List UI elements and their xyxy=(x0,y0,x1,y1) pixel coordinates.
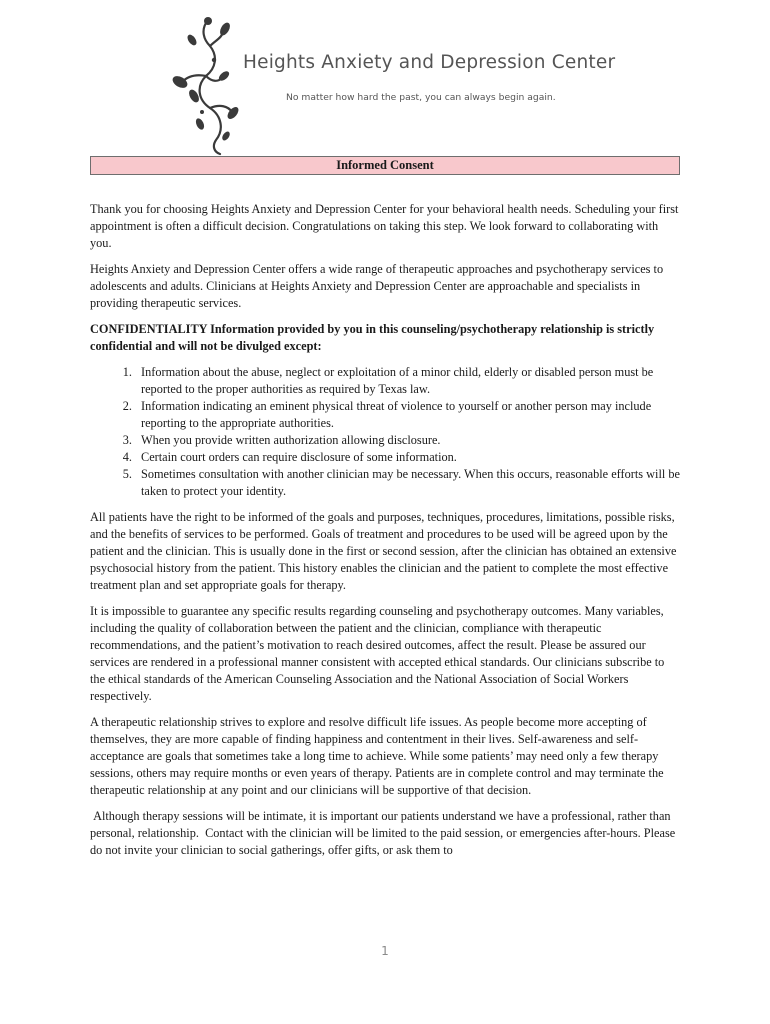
outcomes-paragraph: It is impossible to guarantee any specific results regarding counseling and psychotherapy outcomes. Many variables, including the quality of collaboration between the patient and the clinician, compliance with therapeutic recommendations, and the patient’s motivation to reach desired outcomes, affect the result. Please be assured our services are rendered in a professional manner consistent with accepted ethical standards. Our clinicians subscribe to the ethical standards of the American Counseling Association and the National Association of Social Workers respectively. xyxy=(90,604,665,703)
list-item: 4. Certain court orders can require disclosure of some information. xyxy=(135,449,682,466)
boundaries-paragraph: Although therapy sessions will be intimate, it is important our patients understand we have a professional, rather than personal, relationship. Contact with the clinician will be limited to the paid session, or emergencies after-hours. Please do not invite your clinician to social gatherings, offer gifts, or ask them to xyxy=(90,809,679,857)
confidentiality-exceptions-list xyxy=(90,364,682,500)
list-item: 1. Information about the abuse, neglect or exploitation of a minor child, elderly or disabled person must be reported to the proper authorities as required by Texas law. xyxy=(135,364,682,398)
tagline: No matter how hard the past, you can always begin again. xyxy=(286,92,556,103)
therapeutic-relationship-paragraph: A therapeutic relationship strives to explore and resolve difficult life issues. As people become more accepting of themselves, they are more capable of finding happiness and contentment in their lives. Self-awareness and self-acceptance are goals that sometimes take a long time to achieve. While some patients’ may need only a few therapy sessions, others may require months or even years of therapy. Patients are in complete control and may terminate the therapeutic relationship at any point and our clinicians will be supportive of that decision. xyxy=(90,715,664,797)
intro-paragraph: Thank you for choosing Heights Anxiety and Depression Center for your behavioral health needs. Scheduling your first appointment is often a difficult decision. Congratulations on taking this step. We look forward to collaborating with you. xyxy=(90,202,679,250)
letterhead xyxy=(0,0,770,150)
list-item: 3. When you provide written authorization allowing disclosure. xyxy=(135,432,682,449)
list-item: 5. Sometimes consultation with another clinician may be necessary. When this occurs, reasonable efforts will be taken to protect your identity. xyxy=(135,466,682,500)
patient-rights-paragraph: All patients have the right to be informed of the goals and purposes, techniques, procedures, limitations, possible risks, and the benefits of services to be performed. Goals of treatment and procedures to be used will be agreed upon by the patient and the clinician. This is usually done in the first or second session, after the clinician has obtained an extensive psychosocial history from the patient. This history enables the clinician and the patient to complete the most effective treatment plan and set appropriate goals for therapy. xyxy=(90,510,677,592)
page-title: Informed Consent xyxy=(90,156,680,175)
document-body xyxy=(90,201,682,868)
confidentiality-heading: CONFIDENTIALITY Information provided by you in this counseling/psychotherapy relationship is strictly confidential and will not be divulged except: xyxy=(90,322,655,353)
list-item: 2. Information indicating an eminent physical threat of violence to yourself or another person may include reporting to the appropriate authorities. xyxy=(135,398,682,432)
services-paragraph: Heights Anxiety and Depression Center offers a wide range of therapeutic approaches and psychotherapy services to adolescents and adults. Clinicians at Heights Anxiety and Depression Center are approachable and specialists in providing therapeutic services. xyxy=(90,262,664,310)
organization-name: Heights Anxiety and Depression Center xyxy=(243,52,616,73)
floral-vine-icon xyxy=(170,16,245,156)
page-number: 1 xyxy=(381,944,389,958)
